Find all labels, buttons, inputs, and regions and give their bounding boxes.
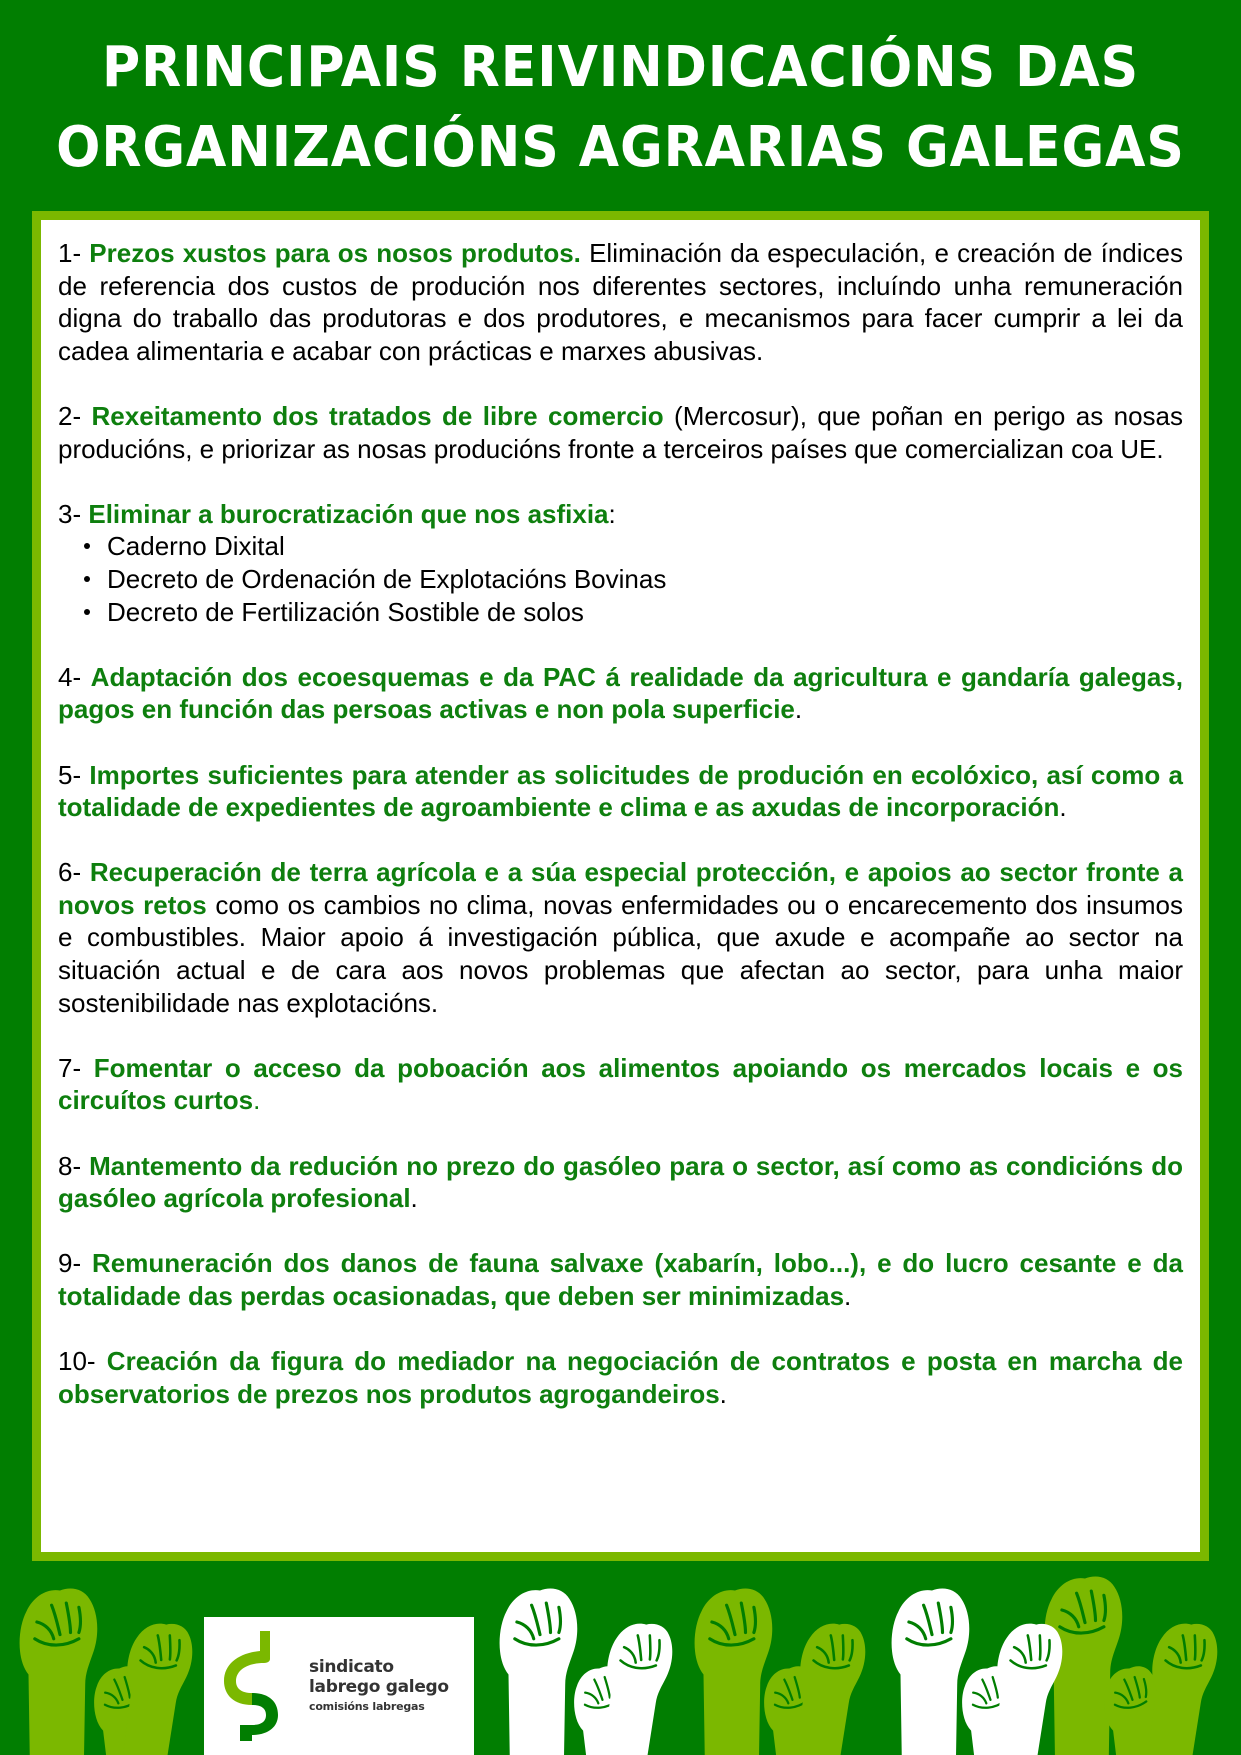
logo-line-2: labrego galego	[309, 1677, 449, 1697]
logo-line-1: sindicato	[309, 1657, 394, 1677]
demands-frame	[32, 211, 1209, 1561]
demands-panel	[41, 220, 1200, 1552]
bullet-item	[58, 530, 1183, 563]
item-highlight: Importes suficientes para atender as solicitudes de produción en ecolóxico, así como a totalidade de expedientes de agroambiente e clima e as axudas de incorporación	[58, 759, 1183, 823]
item-number: 2-	[58, 400, 82, 431]
item-text: (Mercosur), que poñan en perigo as nosas producións, e priorizar as nosas producións fronte a terceiros países que comercializan coa UE.	[58, 400, 1183, 464]
demand-item-2	[58, 400, 1183, 465]
item-number: 6-	[58, 857, 82, 888]
sindicato-logo-icon	[224, 1631, 284, 1741]
logo-line-3: comisións labregas	[309, 1700, 425, 1713]
bullet-text: Caderno Dixital	[107, 531, 285, 562]
demand-item-7	[58, 1052, 1183, 1117]
demand-item-5	[58, 759, 1183, 824]
page-title	[43, 28, 1197, 188]
item-number: 4-	[58, 661, 82, 692]
item-text: .	[253, 1085, 261, 1116]
title-line-1: PRINCIPAIS REIVINDICACIÓNS DAS	[101, 35, 1140, 100]
item-text: .	[794, 694, 803, 725]
bullet-icon	[84, 609, 90, 615]
item-text: como os cambios no clima, novas enfermidades ou o encarecemento dos insumos e combustibles. Maior apoio á investigación pública, que axude e acompañe ao sector na situación actual e de cara aos novos problemas que afectan ao sector, para unha maior sostenibilidade nas explotacións.	[58, 889, 1183, 1018]
item-highlight: Rexeitamento dos tratados de libre comercio	[91, 400, 664, 431]
item-text: .	[719, 1378, 727, 1409]
demand-item-6	[58, 856, 1183, 1019]
raised-fists-icon	[0, 1561, 1241, 1755]
item-highlight: Prezos xustos para os nosos produtos.	[89, 238, 581, 268]
bullet-icon	[84, 576, 90, 582]
item-number: 7-	[58, 1052, 82, 1083]
item-highlight: Recuperación de terra agrícola e a súa especial protección, e apoios ao sector fronte a novos retos	[58, 857, 1184, 920]
item-highlight: Mantemento da redución no prezo do gasóleo para o sector, así como as condicións do gasóleo agrícola profesional	[58, 1150, 1183, 1214]
item-number: 9-	[58, 1248, 82, 1279]
item-number: 3-	[58, 498, 82, 529]
item-number: 1-	[58, 238, 82, 268]
title-line-2: ORGANIZACIÓNS AGRARIAS GALEGAS	[56, 115, 1185, 180]
demand-item-8	[58, 1150, 1183, 1215]
item-text: .	[844, 1281, 852, 1311]
item-highlight: Adaptación dos ecoesquemas e da PAC á realidade da agricultura e gandaría galegas, pagos en función das persoas activas e non pola superficie	[58, 661, 1183, 725]
demand-item-4	[58, 661, 1183, 726]
item-number: 10-	[58, 1346, 96, 1377]
bullet-icon	[84, 543, 90, 549]
item-highlight: Creación da figura do mediador na negociación de contratos e posta en marcha de observatorios de prezos nos produtos agrogandeiros	[58, 1346, 1183, 1409]
demand-item-1	[58, 237, 1183, 367]
bullet-list	[58, 530, 1183, 628]
bullet-text: Decreto de Ordenación de Explotacións Bovinas	[107, 563, 667, 594]
footer-illustration	[0, 1561, 1241, 1755]
logo-text	[309, 1657, 449, 1715]
item-number: 5-	[58, 759, 82, 790]
item-highlight: Eliminar a burocratización que nos asfixia	[88, 498, 609, 529]
demand-item-9	[58, 1247, 1183, 1312]
item-text: .	[1059, 792, 1067, 823]
demand-item-3	[58, 498, 1183, 628]
bullet-item	[58, 563, 1183, 596]
item-text: Eliminación da especulación, e creación de índices de referencia dos custos de produción nos diferentes sectores, incluíndo unha remuneración digna do traballo das produtoras e dos produtores, e mecanismos para facer cumprir a lei da cadea alimentaria e acabar con prácticas e marxes abusivas.	[58, 238, 1183, 366]
item-highlight: Fomentar o acceso da poboación aos alimentos apoiando os mercados locais e os circuítos curtos	[58, 1052, 1183, 1116]
item-highlight: Remuneración dos danos de fauna salvaxe (xabarín, lobo...), e do lucro cesante e da totalidade das perdas ocasionadas, que deben ser minimizadas	[58, 1248, 1183, 1311]
item-text: .	[410, 1183, 418, 1214]
item-text: :	[608, 498, 616, 529]
demand-item-10	[58, 1345, 1183, 1410]
bullet-item	[58, 596, 1183, 629]
sindicato-logo	[204, 1617, 474, 1755]
bullet-text: Decreto de Fertilización Sostible de solos	[107, 596, 584, 627]
item-number: 8-	[58, 1150, 82, 1181]
